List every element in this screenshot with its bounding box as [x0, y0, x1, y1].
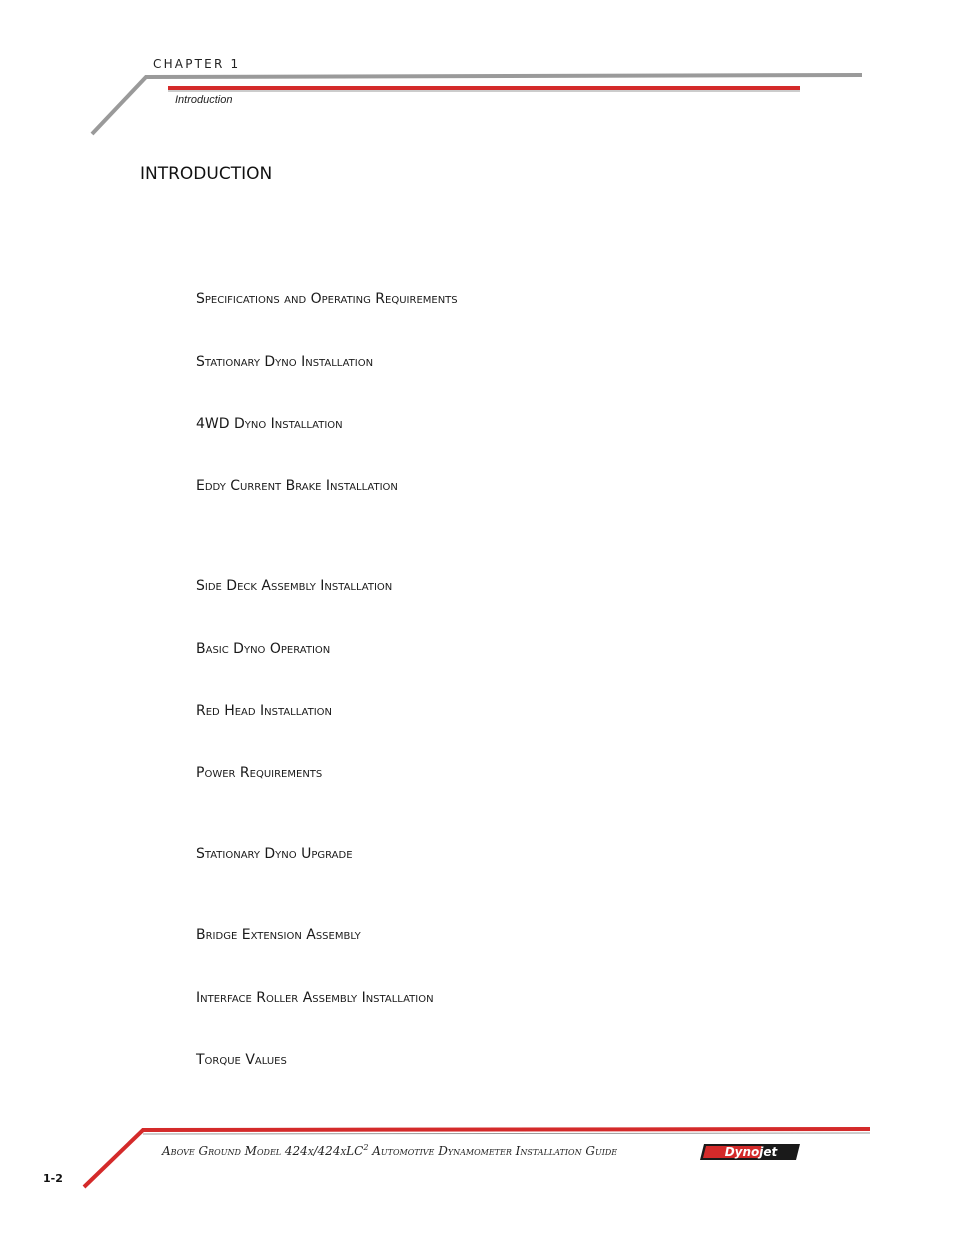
toc-item-stationary-upgrade[interactable]: Stationary Dyno Upgrade	[196, 846, 353, 862]
toc-item-red-head[interactable]: Red Head Installation	[196, 703, 333, 719]
toc-item-specifications[interactable]: Specifications and Operating Requirements	[196, 291, 458, 307]
toc-item-eddy-current[interactable]: Eddy Current Brake Installation	[196, 478, 398, 494]
header-rules	[0, 0, 954, 150]
logo-text: Dynojet	[724, 1145, 778, 1159]
toc-item-torque-values[interactable]: Torque Values	[196, 1052, 287, 1068]
toc-item-basic-operation[interactable]: Basic Dyno Operation	[196, 641, 331, 657]
footer-guide-title: Above Ground Model 424x/424xLC$^2$ Automotive Dynamometer Installation Guide	[162, 1143, 618, 1158]
page-title: INTRODUCTION	[140, 164, 273, 184]
toc-item-interface-roller[interactable]: Interface Roller Assembly Installation	[196, 990, 434, 1006]
page-number: 1-2	[43, 1172, 63, 1185]
chapter-label: CHAPTER 1	[153, 57, 241, 71]
toc-item-stationary-dyno[interactable]: Stationary Dyno Installation	[196, 354, 374, 370]
toc-item-side-deck[interactable]: Side Deck Assembly Installation	[196, 578, 393, 594]
footer-rules	[0, 1120, 954, 1200]
toc-item-power-requirements[interactable]: Power Requirements	[196, 765, 323, 781]
section-label: Introduction	[175, 94, 233, 106]
dynojet-logo	[700, 1142, 802, 1162]
toc-item-bridge-extension[interactable]: Bridge Extension Assembly	[196, 927, 361, 943]
toc-item-4wd-dyno[interactable]: 4WD Dyno Installation	[196, 416, 343, 432]
